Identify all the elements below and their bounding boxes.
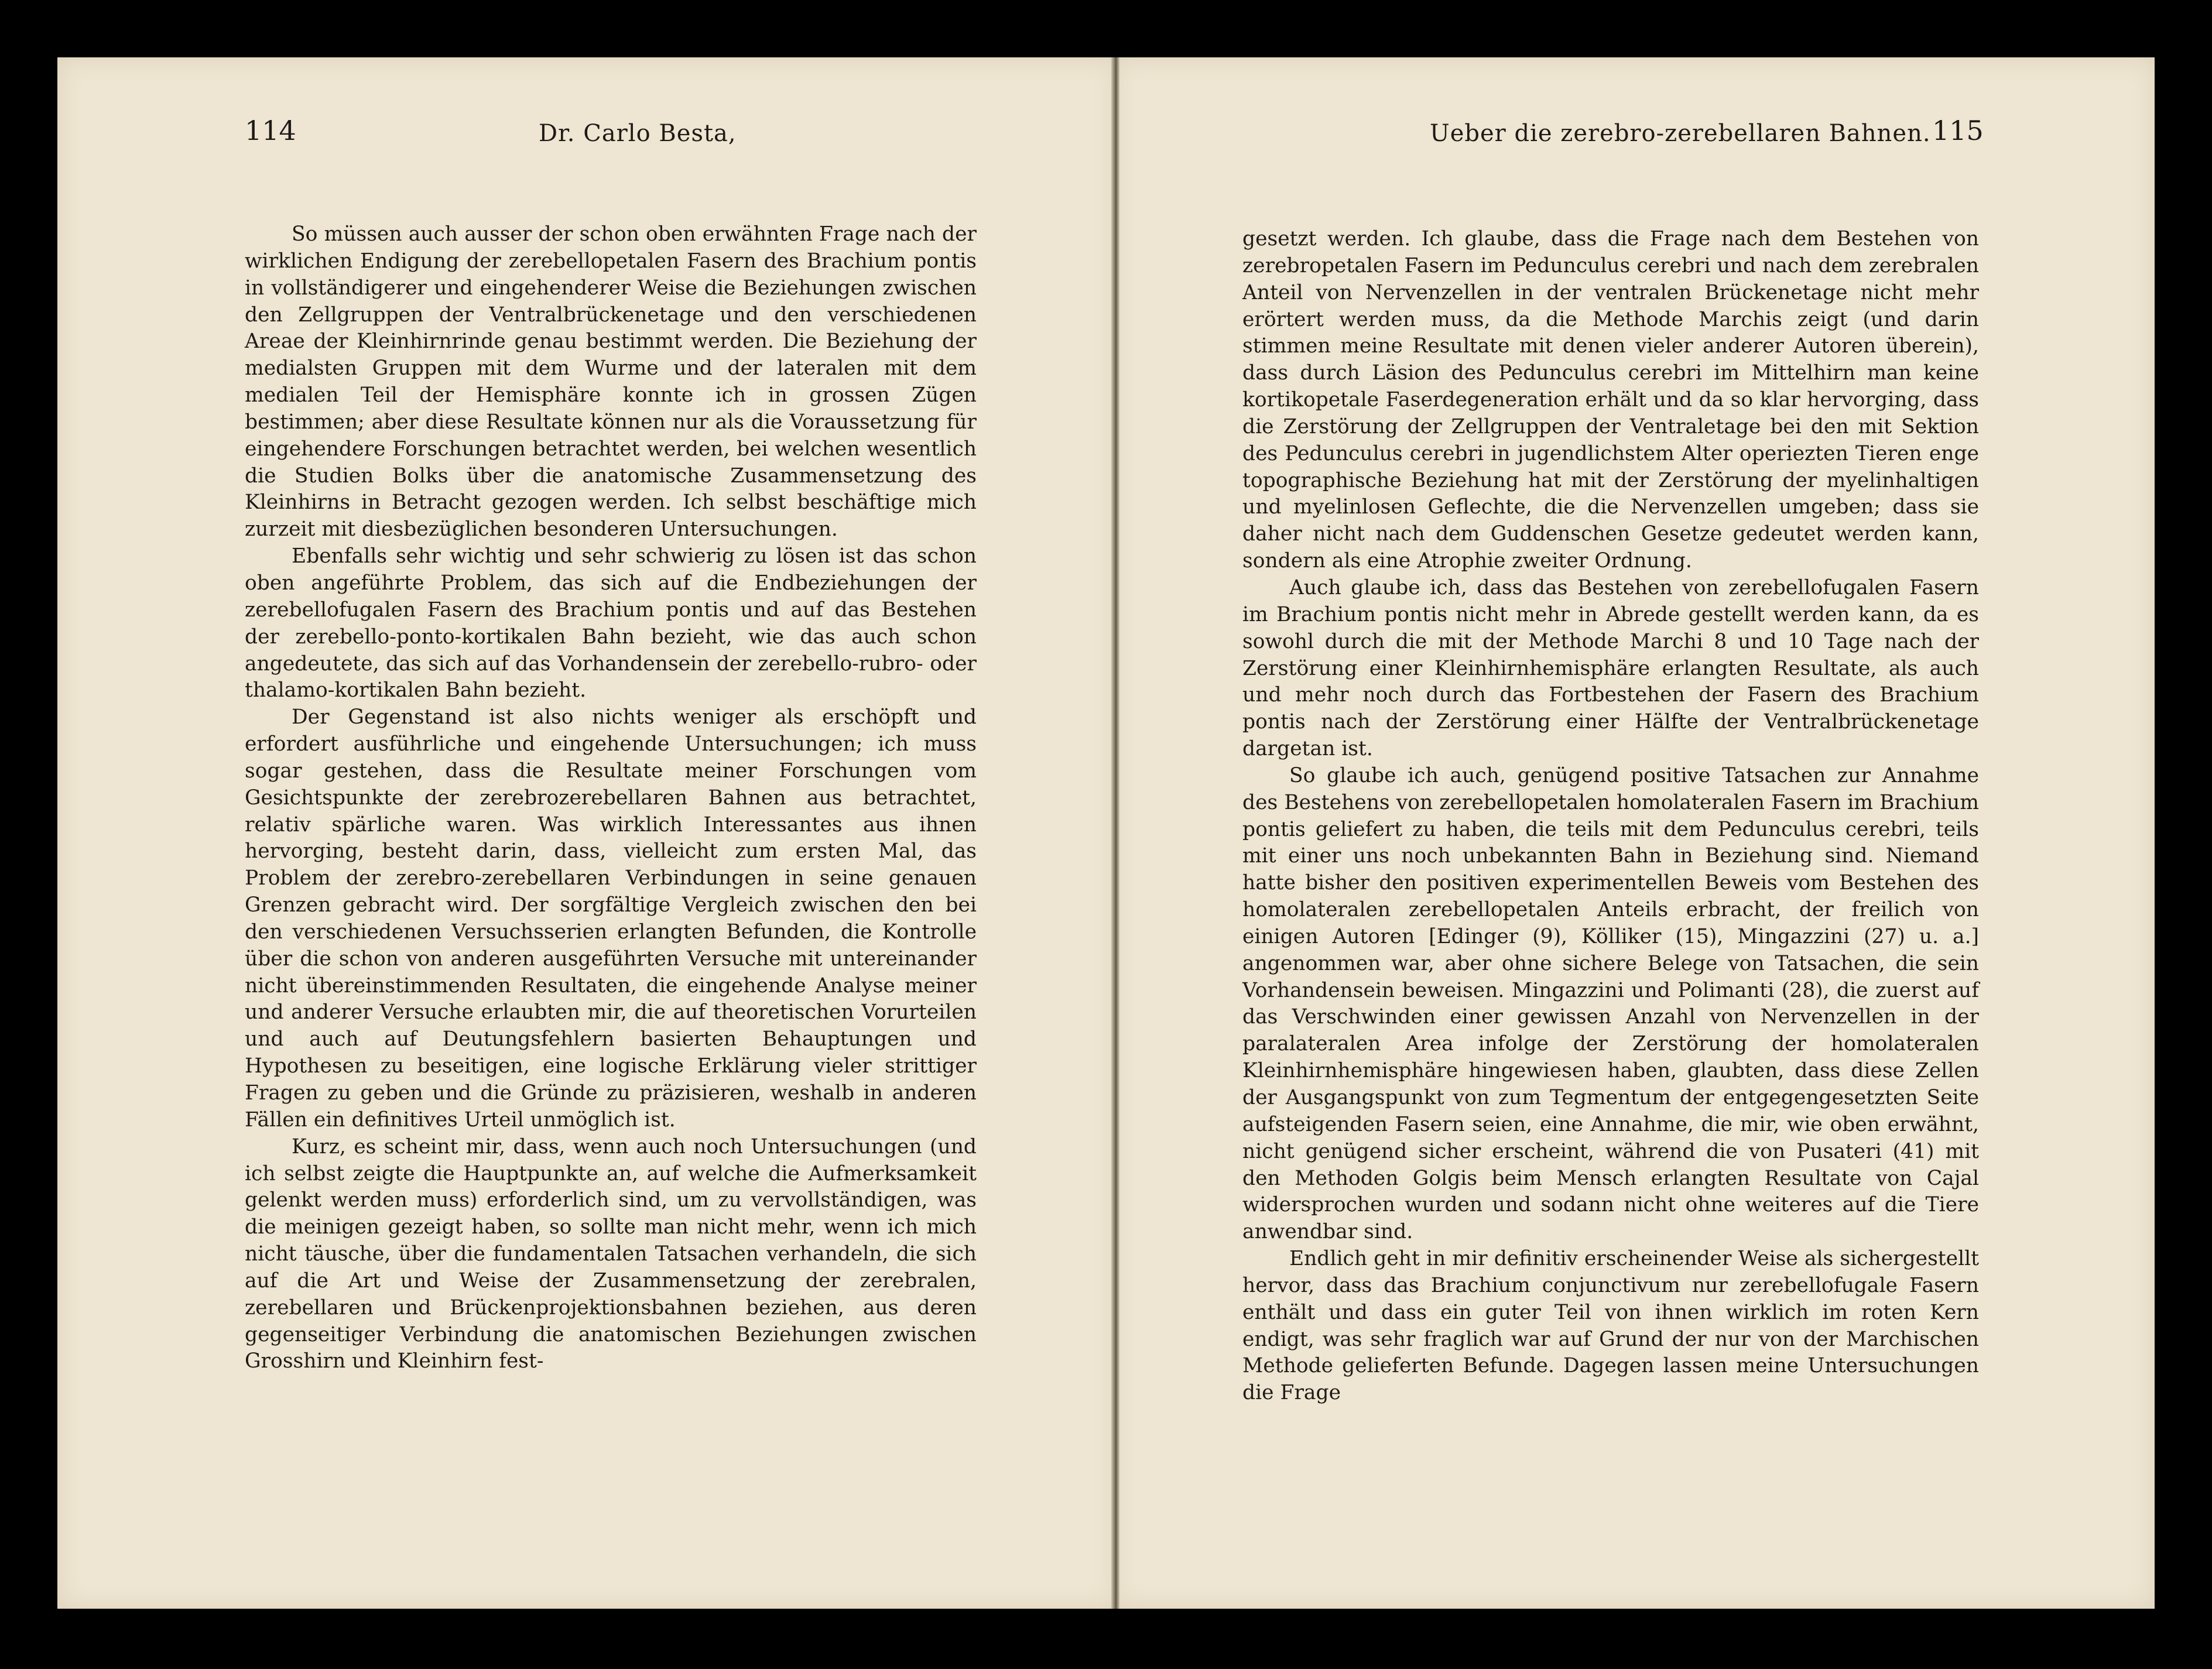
book-gutter <box>1111 57 1119 1609</box>
paragraph: Auch glaube ich, dass das Bestehen von zerebellofugalen Fasern im Brachium pontis nicht mehr in Abrede gestellt werden kann, da es sowohl durch die mit der Methode Marchi 8 und 10 Tage nach der Zerstörung einer Kleinhirnhemisphäre erlangten Resultate, als auch und mehr noch durch das Fortbestehen der Fasern des Brachium pontis nach der Zerstörung einer Hälfte der Ventralbrückenetage dargetan ist. <box>1242 575 1979 761</box>
paragraph: Kurz, es scheint mir, dass, wenn auch noch Untersuchungen (und ich selbst zeigte die Hauptpunkte an, auf welche die Aufmerksamkeit gelenkt werden muss) erforderlich sind, um zu vervollständigen, was die meinigen gezeigt haben, so sollte man nicht mehr, wenn ich mich nicht täusche, über die fundamentalen Tatsachen verhandeln, die sich auf die Art und Weise der Zusammensetzung der zerebralen, zerebellaren und Brückenprojektionsbahnen beziehen, aus deren gegenseitiger Verbindung die anatomischen Beziehungen zwischen Grosshirn und Kleinhirn fest- <box>245 1135 977 1373</box>
paragraph: gesetzt werden. Ich glaube, dass die Frage nach dem Bestehen von zerebropetalen Fasern im Pedunculus cerebri und nach dem zerebralen Anteil von Nervenzellen in der ventralen Brückenetage nicht mehr erörtert werden muss, da die Methode Marchis zeigt (und darin stimmen meine Resultate mit denen vieler anderer Autoren überein), dass durch Läsion des Pedunculus cerebri im Mittelhirn man keine kortikopetale Faserdegeneration erhält und da so klar hervorging, dass die Zerstörung der Zellgruppen der Ventraletage bei den mit Sektion des Pedunculus cerebri in jugendlichstem Alter operiezten Tieren enge topographische Beziehung hat mit der Zerstörung der myelinhaltigen und myelinlosen Geflechte, die die Nervenzellen umgeben; dass sie daher nicht nach dem Guddenschen Gesetze gedeutet werden kann, sondern als eine Atrophie zweiter Ordnung. <box>1242 227 1979 573</box>
paragraph: Ebenfalls sehr wichtig und sehr schwierig zu lösen ist das schon oben angeführte Problem, das sich auf die Endbeziehungen der zerebellofugalen Fasern des Brachium pontis und auf das Bestehen der zerebello-ponto-kortikalen Bahn bezieht, wie das auch schon angedeutete, das sich auf das Vorhandensein der zerebello-rubro- oder thalamo-kortikalen Bahn bezieht. <box>245 544 977 702</box>
paragraph: Endlich geht in mir definitiv erscheinender Weise als sichergestellt hervor, dass das Brachium conjunctivum nur zerebellofugale Fasern enthält und dass ein guter Teil von ihnen wirklich im roten Kern endigt, was sehr fraglich war auf Grund der nur von der Marchischen Methode gelieferten Befunde. Dagegen lassen meine Untersuchungen die Frage <box>1242 1247 1979 1405</box>
paragraph: So glaube ich auch, genügend positive Tatsachen zur Annahme des Bestehens von zerebellopetalen homolateralen Fasern im Brachium pontis geliefert zu haben, die teils mit dem Pedunculus cerebri, teils mit einer uns noch unbekannten Bahn in Beziehung sind. Niemand hatte bisher den positiven experimentellen Beweis vom Bestehen des homolateralen zerebellopetalen Anteils erbracht, der freilich von einigen Autoren [Edinger (9), Kölliker (15), Mingazzini (27) u. a.] angenommen war, aber ohne sichere Belege von Tatsachen, die sein Vorhandensein beweisen. Mingazzini und Polimanti (28), die zuerst auf das Verschwinden einer gewissen Anzahl von Nervenzellen in der paralateralen Area infolge der Zerstörung der homolateralen Kleinhirnhemisphäre hingewiesen haben, glaubten, dass diese Zellen der Ausgangspunkt von zum Tegmentum der entgegengesetzten Seite aufsteigenden Fasern seien, eine Annahme, die mir, wie oben erwähnt, nicht genügend sicher erscheint, während die von Pusateri (41) mit den Methoden Golgis beim Mensch erlangten Resultate von Cajal widersprochen wurden und sodann nicht ohne weiteres auf die Tiere anwendbar sind. <box>1242 763 1979 1244</box>
paragraph: So müssen auch ausser der schon oben erwähnten Frage nach der wirklichen Endigung der zerebellopetalen Fasern des Brachium pontis in vollständigerer und eingehenderer Weise die Beziehungen zwischen den Zellgruppen der Ventralbrückenetage und den verschiedenen Areae der Kleinhirnrinde genau bestimmt werden. Die Beziehung der medialsten Gruppen mit dem Wurme und der lateralen mit dem medialen Teil der Hemisphäre konnte ich in grossen Zügen bestimmen; aber diese Resultate können nur als die Voraussetzung für eingehendere Forschungen betrachtet werden, bei welchen wesentlich die Studien Bolks über die anatomische Zusammensetzung des Kleinhirns in Betracht gezogen werden. Ich selbst beschäftige mich zurzeit mit diesbezüglichen besonderen Untersuchungen. <box>245 222 977 542</box>
left-body-text <box>245 221 977 1375</box>
right-running-header: Ueber die zerebro-zerebellaren Bahnen. <box>1430 120 1931 147</box>
left-running-header: Dr. Carlo Besta, <box>539 120 737 147</box>
paragraph: Der Gegenstand ist also nichts weniger als erschöpft und erfordert ausführliche und eingehende Untersuchungen; ich muss sogar gestehen, dass die Resultate meiner Forschungen vom Gesichtspunkte der zerebrozerebellaren Bahnen aus betrachtet, relativ spärliche waren. Was wirklich Interessantes aus ihnen hervorging, besteht darin, dass, vielleicht zum ersten Mal, das Problem der zerebro-zerebellaren Verbindungen in seine genauen Grenzen gebracht wird. Der sorgfältige Vergleich zwischen den bei den verschiedenen Versuchsserien erlangten Befunden, die Kontrolle über die schon von anderen ausgeführten Versuche mit untereinander nicht übereinstimmenden Resultaten, die eingehende Analyse meiner und anderer Versuche erlaubten mir, die auf theoretischen Vorurteilen und auch auf Deutungsfehlern basierten Behauptungen und Hypothesen zu beseitigen, eine logische Erklärung vieler strittiger Fragen zu geben und die Gründe zu präzisieren, weshalb in anderen Fällen ein definitives Urteil unmöglich ist. <box>245 705 977 1132</box>
right-body-text <box>1242 226 1979 1407</box>
right-page-number: 115 <box>1932 115 1984 146</box>
left-page-number: 114 <box>245 115 296 146</box>
